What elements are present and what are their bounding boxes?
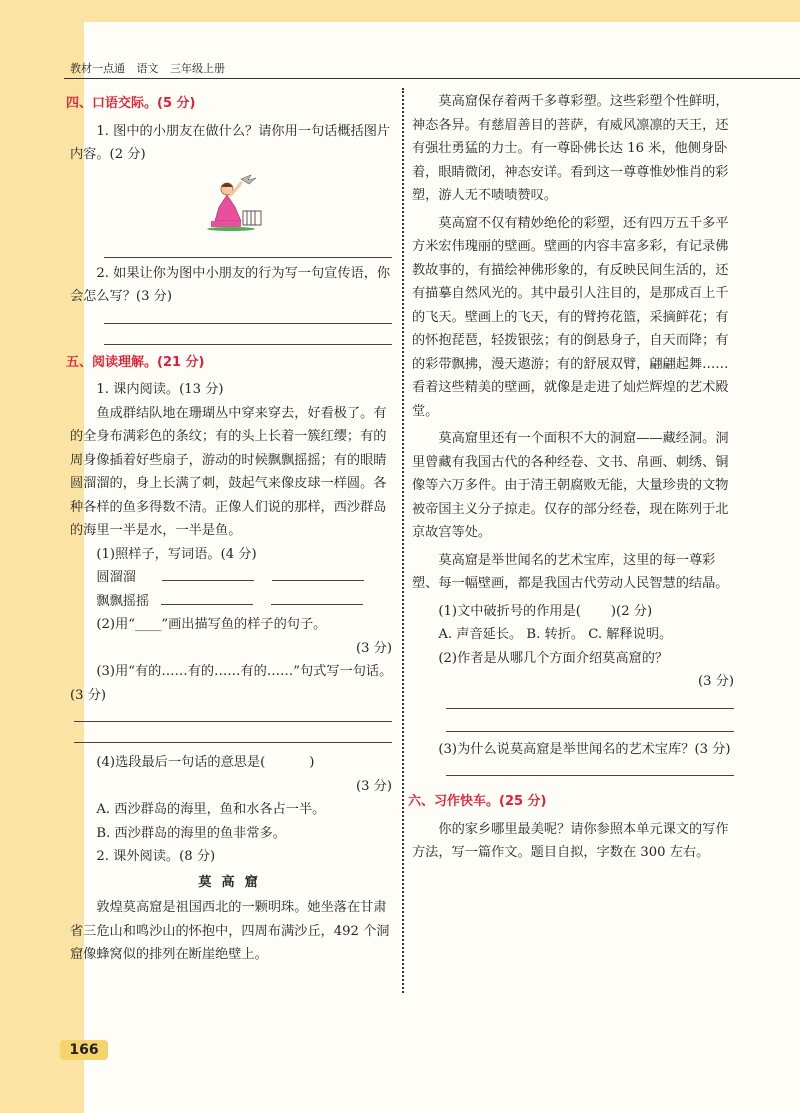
reading-question-1-text: (1)文中破折号的作用是( [438, 603, 581, 619]
reading-question-1-score: )(2 分) [610, 603, 653, 619]
s5-question-2: 2. 课外阅读。(8 分) [96, 849, 216, 864]
answer-line[interactable] [104, 323, 392, 324]
child-releasing-dove-illustration [197, 171, 269, 235]
option-a: A. 西沙群岛的海里，鱼和水各占一半。 [96, 802, 326, 817]
header-grade: 三年级上册 [170, 62, 225, 75]
reading-question-2: (2)作者是从哪几个方面介绍莫高窟的？ [438, 650, 669, 666]
section-6-title: 六、习作快车。(25 分) [408, 794, 547, 809]
s5-sub-2-score: (3 分) [355, 640, 392, 656]
left-column [66, 90, 396, 967]
s5-sub-3: (3)用“有的……有的……有的……”句式写一句话。(3 分) [70, 664, 393, 703]
right-column [408, 90, 738, 865]
page-header [70, 60, 233, 76]
reading-question-1-options: A. 声音延长。 B. 转折。 C. 解释说明。 [438, 627, 673, 642]
s5-sub-1: (1)照样子，写词语。(4 分) [96, 546, 257, 562]
word-blank[interactable] [272, 568, 364, 581]
article-paragraph-1: 敦煌莫高窟是祖国西北的一颗明珠。她坐落在甘肃省三危山和鸣沙山的怀抱中，四周布满沙丘，492 个洞窟像蜂窝似的排列在断崖绝壁上。 [70, 900, 390, 962]
s5-question-1: 1. 课内阅读。(13 分) [96, 382, 224, 397]
writing-prompt: 你的家乡哪里最美呢？请你参照本单元课文的写作方法，写一篇作文。题目自拟，字数在 300 左右。 [412, 821, 729, 860]
reading-question-1 [412, 600, 738, 624]
example-word-1: 圆溜溜 [96, 570, 136, 585]
word-row-1 [70, 566, 396, 590]
answer-line[interactable] [74, 742, 392, 743]
answer-line[interactable] [104, 344, 392, 345]
answer-line[interactable] [74, 721, 392, 722]
word-blank[interactable] [161, 592, 253, 605]
answer-line[interactable] [446, 731, 734, 732]
section-4-title: 四、口语交际。(5 分) [66, 96, 196, 111]
answer-line[interactable] [104, 257, 392, 258]
header-book: 教材一点通 [70, 62, 125, 75]
example-word-2: 飘飘摇摇 [96, 593, 150, 609]
word-row-2 [70, 590, 396, 614]
fish-passage: 鱼成群结队地在珊瑚丛中穿来穿去，好看极了。有的全身布满彩色的条纹；有的头上长着一簇红缨；有的周身像插着好些扇子，游动的时候飘飘摇摇；有的眼睛圆溜溜的，身上长满了刺，鼓起气来像皮球一样圆。各种各样的鱼多得数不清。正像人们说的那样，西沙群岛的海里一半是水，一半是鱼。 [70, 405, 387, 538]
reading-question-2-score: (3 分) [697, 674, 734, 689]
header-subject: 语文 [136, 62, 159, 75]
article-paragraph-5: 莫高窟是举世闻名的艺术宝库，这里的每一尊彩塑、每一幅壁画，都是我国古代劳动人民智慧的结晶。 [412, 552, 729, 591]
option-b: B. 西沙群岛的海里的鱼非常多。 [96, 825, 286, 841]
word-blank[interactable] [162, 568, 254, 581]
article-paragraph-2: 莫高窟保存着两千多尊彩塑。这些彩塑个性鲜明，神态各异。有慈眉善目的菩萨，有威风凛凛的天王，还有强壮勇猛的力士。有一尊卧佛长达 16 米，他侧身卧着，眼睛微闭，神态安详。看到这一尊尊惟妙惟肖的彩塑，游人无不啧啧赞叹。 [412, 94, 729, 203]
s4-question-2: 2. 如果让你为图中小朋友的行为写一句宣传语，你会怎么写？(3 分) [70, 265, 391, 304]
article-title: 莫高窟 [198, 874, 268, 890]
s5-sub-4-text: (4)选段最后一句话的意思是( [96, 755, 266, 770]
s5-sub-4-score: (3 分) [355, 778, 392, 794]
s5-sub-2: (2)用“____”画出描写鱼的样子的句子。 [96, 617, 327, 632]
section-5-title: 五、阅读理解。(21 分) [66, 354, 205, 370]
s5-sub-4-close: ) [309, 755, 315, 770]
article-paragraph-3: 莫高窟不仅有精妙绝伦的彩塑，还有四万五千多平方米宏伟瑰丽的壁画。壁画的内容丰富多彩，有记录佛教故事的，有描绘神佛形象的，有反映民间生活的，还有描摹自然风光的。其中最引人注目的，是那成百上千的飞天。壁画上的飞天，有的臂挎花篮，采摘鲜花；有的怀抱琵琶，轻拨银弦；有的倒悬身子，自天而降；有的彩带飘拂，漫天遨游；有的舒展双臂，翩翩起舞……看着这些精美的壁画，就像是走进了灿烂辉煌的艺术殿堂。 [412, 215, 729, 419]
article-paragraph-4: 莫高窟里还有一个面积不大的洞窟——藏经洞。洞里曾藏有我国古代的各种经卷、文书、帛画、刺绣、铜像等六万多件。由于清王朝腐败无能，大量珍贵的文物被帝国主义分子掠走。仅存的部分经卷，现在陈列于北京故宫等处。 [412, 431, 729, 540]
header-rule [64, 78, 800, 79]
word-blank[interactable] [271, 592, 363, 605]
s4-question-1: 1. 图中的小朋友在做什么？请你用一句话概括图片内容。(2 分) [70, 123, 391, 162]
answer-line[interactable] [446, 708, 734, 709]
reading-question-3: (3)为什么说莫高窟是举世闻名的艺术宝库？(3 分) [438, 741, 731, 757]
page-number: 166 [60, 1040, 108, 1060]
s5-sub-4 [70, 751, 396, 775]
column-divider [402, 88, 404, 993]
answer-line[interactable] [446, 775, 734, 776]
